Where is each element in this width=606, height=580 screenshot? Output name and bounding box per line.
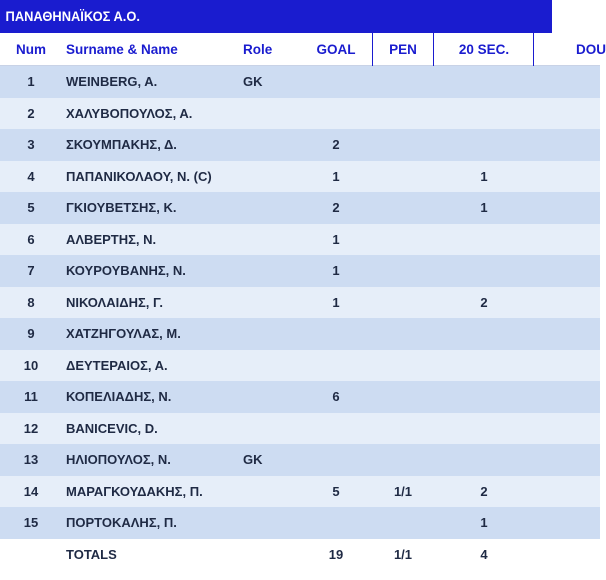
col-header-goal: GOAL: [316, 42, 356, 57]
player-goals: 1: [332, 263, 340, 278]
player-20sec: [434, 255, 534, 287]
player-goals: 2: [332, 200, 340, 215]
player-20sec: [434, 444, 534, 476]
table-row: [0, 224, 600, 256]
player-name: ΝΙΚΟΛΑΙΔΗΣ, Γ.: [66, 294, 163, 310]
player-pen: [373, 413, 433, 445]
player-num: 10: [23, 357, 39, 373]
player-goals: [300, 350, 372, 382]
player-20sec: [434, 66, 534, 98]
player-name: ΠΑΠΑΝΙΚΟΛΑΟΥ, Ν. (C): [66, 168, 212, 184]
player-20sec: [434, 350, 534, 382]
player-pen: [373, 192, 433, 224]
player-num: 7: [27, 263, 35, 278]
player-name: ΔΕΥΤΕΡΑΙΟΣ, Α.: [66, 357, 168, 373]
player-name: ΓΚΙΟΥΒΕΤΣΗΣ, Κ.: [66, 200, 177, 215]
table-row: [0, 66, 600, 98]
player-num: 2: [27, 105, 35, 121]
player-goals: [300, 444, 372, 476]
player-20sec: 2: [480, 294, 488, 310]
col-header-pen: PEN: [389, 42, 417, 57]
team-title: ΠΑΝΑΘΗΝΑΪΚΟΣ Α.Ο.: [0, 0, 552, 33]
player-20sec: [434, 98, 534, 130]
player-num: 3: [27, 137, 35, 152]
col-header-dou: DOU: [576, 42, 606, 57]
player-name: ΚΟΥΡΟΥΒΑΝΗΣ, Ν.: [66, 263, 186, 278]
player-num: 9: [27, 326, 35, 341]
table-row: [0, 98, 600, 130]
player-pen: [373, 255, 433, 287]
player-pen: [373, 66, 433, 98]
player-name: ΣΚΟΥΜΠΑΚΗΣ, Δ.: [66, 137, 177, 152]
table-row: [0, 507, 600, 539]
player-name: ΠΟΡΤΟΚΑΛΗΣ, Π.: [66, 515, 177, 530]
table-row: [0, 287, 600, 319]
player-pen: [373, 444, 433, 476]
player-goals: 1: [332, 231, 340, 247]
player-goals: 2: [332, 137, 340, 152]
player-goals: [300, 507, 372, 539]
player-name: WEINBERG, A.: [66, 74, 158, 89]
player-20sec: [434, 318, 534, 350]
table-row: [0, 413, 600, 445]
player-pen: [373, 318, 433, 350]
col-header-20sec: 20 SEC.: [458, 42, 510, 57]
player-20sec: [434, 224, 534, 256]
table-row: [0, 476, 600, 508]
table-row: [0, 192, 600, 224]
table-row: [0, 161, 600, 193]
table-row: [0, 381, 600, 413]
col-header-name: Surname & Name: [66, 42, 178, 57]
player-pen: 1/1: [393, 483, 413, 499]
player-num: 6: [27, 231, 35, 247]
totals-20sec: 4: [480, 546, 488, 562]
table-row: [0, 444, 600, 476]
player-20sec: 2: [480, 483, 488, 499]
col-header-num: Num: [16, 42, 46, 57]
player-pen: [373, 381, 433, 413]
player-role: GK: [243, 74, 263, 89]
table-row: [0, 129, 600, 161]
table-row: [0, 350, 600, 382]
player-20sec: [434, 381, 534, 413]
player-name: ΧΑΤΖΗΓΟΥΛΑΣ, Μ.: [66, 326, 181, 341]
totals-label: TOTALS: [66, 546, 117, 562]
player-goals: 1: [332, 294, 340, 310]
player-name: ΜΑΡΑΓΚΟΥΔΑΚΗΣ, Π.: [66, 483, 203, 499]
player-pen: [373, 129, 433, 161]
player-num: 15: [23, 515, 39, 530]
player-name: ΚΟΠΕΛΙΑΔΗΣ, Ν.: [66, 389, 172, 404]
totals-pen: 1/1: [393, 546, 413, 562]
player-20sec: [434, 129, 534, 161]
table-header: [0, 33, 606, 66]
player-num: 12: [23, 420, 39, 436]
player-goals: 1: [332, 168, 340, 184]
player-num: 1: [27, 74, 35, 89]
player-num: 8: [27, 294, 35, 310]
player-name: ΧΑΛΥΒΟΠΟΥΛΟΣ, Α.: [66, 105, 193, 121]
player-goals: 5: [332, 483, 340, 499]
player-num: 5: [27, 200, 35, 215]
player-20sec: 1: [480, 168, 488, 184]
player-goals: [300, 318, 372, 350]
col-header-role: Role: [243, 42, 273, 57]
player-role: GK: [243, 452, 263, 467]
player-goals: [300, 66, 372, 98]
player-20sec: [434, 413, 534, 445]
player-pen: [373, 98, 433, 130]
player-num: 4: [27, 168, 35, 184]
player-20sec: 1: [480, 515, 488, 530]
player-pen: [373, 287, 433, 319]
player-pen: [373, 507, 433, 539]
player-num: 14: [23, 483, 39, 499]
totals-goals: 19: [328, 546, 344, 562]
player-pen: [373, 224, 433, 256]
player-num: 11: [24, 389, 38, 404]
player-goals: [300, 413, 372, 445]
player-goals: [300, 98, 372, 130]
player-goals: 6: [332, 389, 340, 404]
player-name: ΑΛΒΕΡΤΗΣ, Ν.: [66, 231, 157, 247]
player-name: ΗΛΙΟΠΟΥΛΟΣ, Ν.: [66, 452, 171, 467]
totals-row: [0, 539, 600, 571]
player-pen: [373, 161, 433, 193]
table-row: [0, 318, 600, 350]
player-num: 13: [23, 452, 39, 467]
col-separator: [533, 33, 534, 66]
player-20sec: 1: [480, 200, 488, 215]
player-pen: [373, 350, 433, 382]
table-row: [0, 255, 600, 287]
player-name: BANICEVIC, D.: [66, 420, 158, 436]
